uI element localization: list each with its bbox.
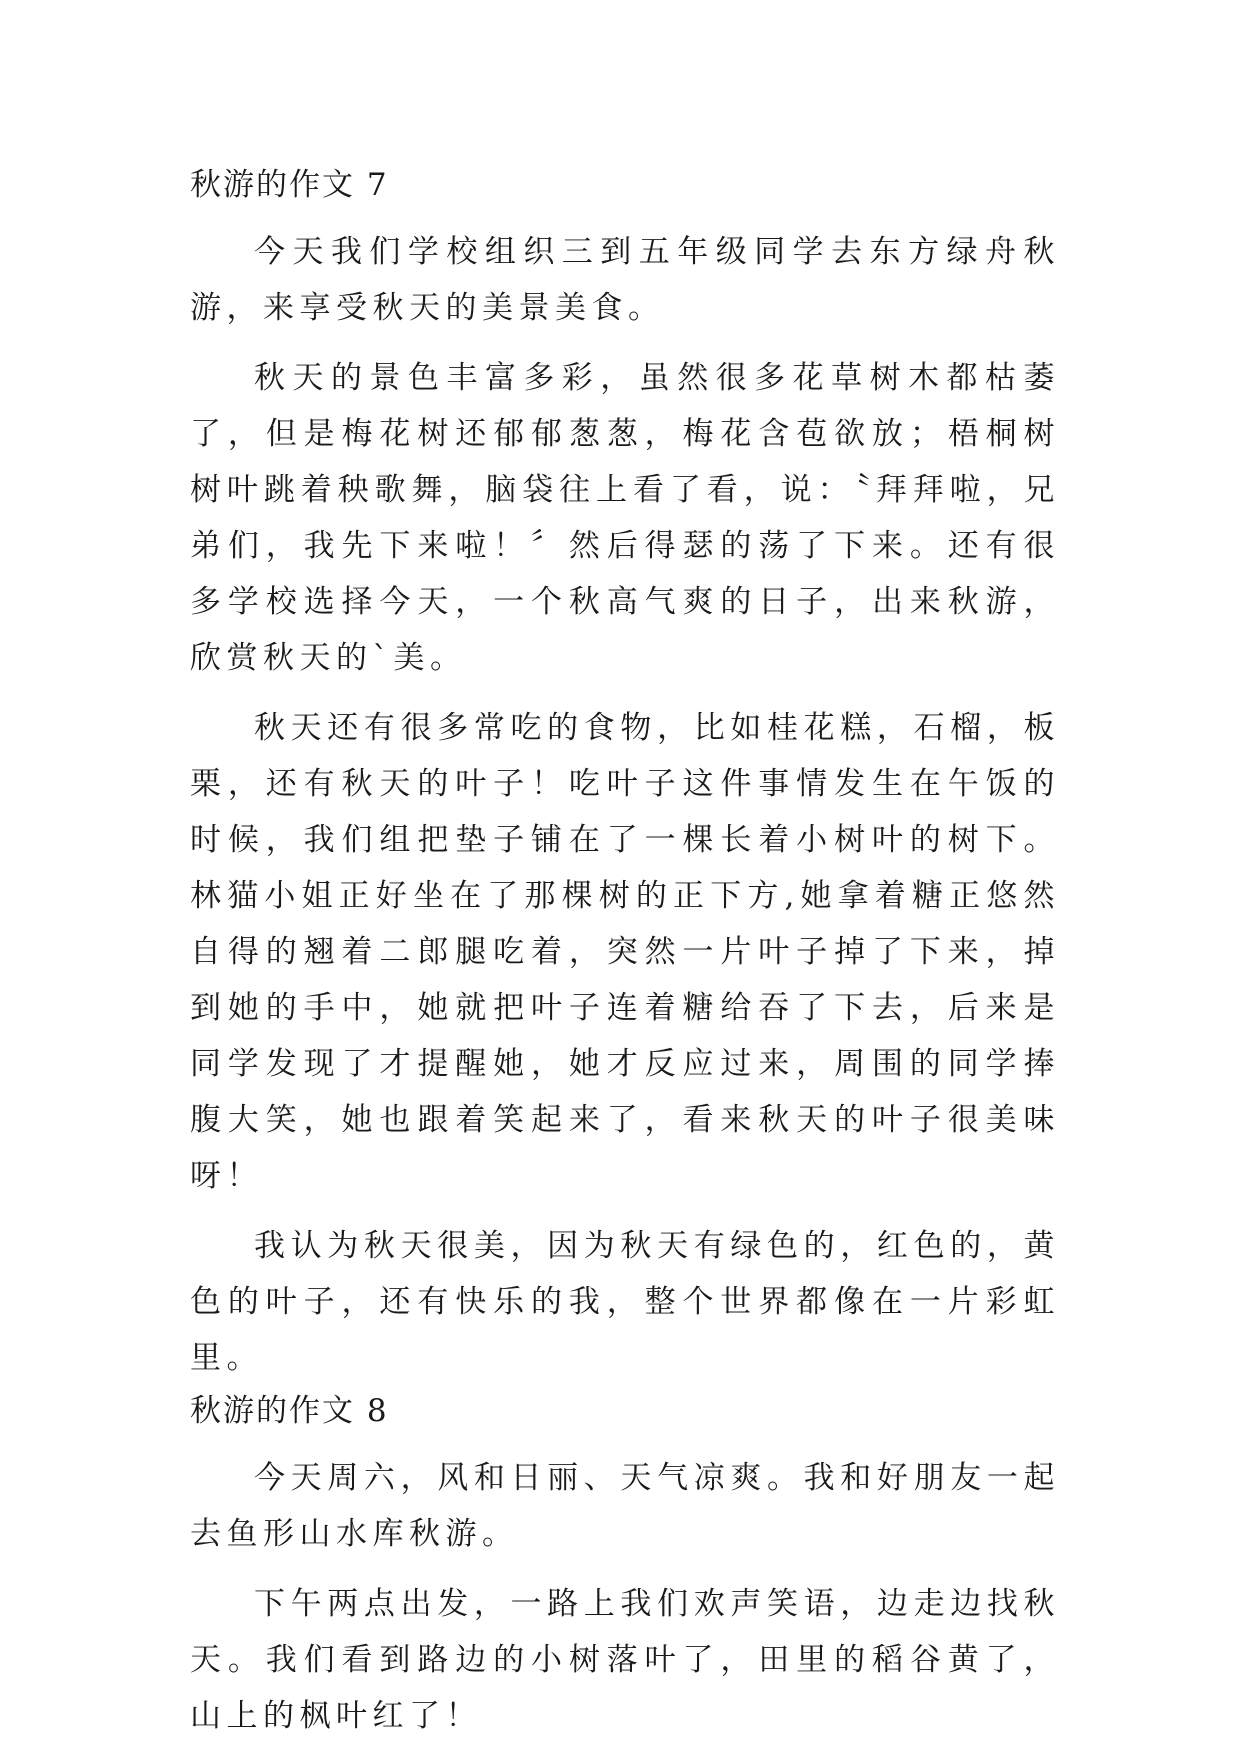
paragraph: 我认为秋天很美，因为秋天有绿色的，红色的，黄色的叶子，还有快乐的我，整个世界都像在一片彩虹里。 (190, 1228, 1060, 1376)
section-title: 秋游的作文 7 (190, 167, 389, 203)
essay-section-8 (190, 1386, 1060, 1744)
section-title: 秋游的作文 8 (190, 1393, 389, 1429)
document-body (190, 160, 1060, 1744)
paragraph: 今天我们学校组织三到五年级同学去东方绿舟秋游，来享受秋天的美景美食。 (190, 234, 1060, 326)
paragraph: 今天周六，风和日丽、天气凉爽。我和好朋友一起去鱼形山水库秋游。 (190, 1460, 1060, 1552)
essay-section-7 (190, 160, 1060, 1386)
paragraph: 秋天还有很多常吃的食物，比如桂花糕，石榴，板栗，还有秋天的叶子！吃叶子这件事情发生在午饭的时候，我们组把垫子铺在了一棵长着小树叶的树下。林猫小姐正好坐在了那棵树的正下方,她拿着糖正悠然自得的翘着二郎腿吃着，突然一片叶子掉了下来，掉到她的手中，她就把叶子连着糖给吞了下去，后来是同学发现了才提醒她，她才反应过来，周围的同学捧腹大笑，她也跟着笑起来了，看来秋天的叶子很美味呀！ (190, 710, 1060, 1194)
paragraph: 秋天的景色丰富多彩，虽然很多花草树木都枯萎了，但是梅花树还郁郁葱葱，梅花含苞欲放；梧桐树树叶跳着秧歌舞，脑袋往上看了看，说：〝拜拜啦，兄弟们，我先下来啦！〞然后得瑟的荡了下来。还有很多学校选择今天，一个秋高气爽的日子，出来秋游，欣赏秋天的`美。 (190, 360, 1060, 676)
paragraph: 下午两点出发，一路上我们欢声笑语，边走边找秋天。我们看到路边的小树落叶了，田里的稻谷黄了，山上的枫叶红了！ (190, 1586, 1060, 1734)
